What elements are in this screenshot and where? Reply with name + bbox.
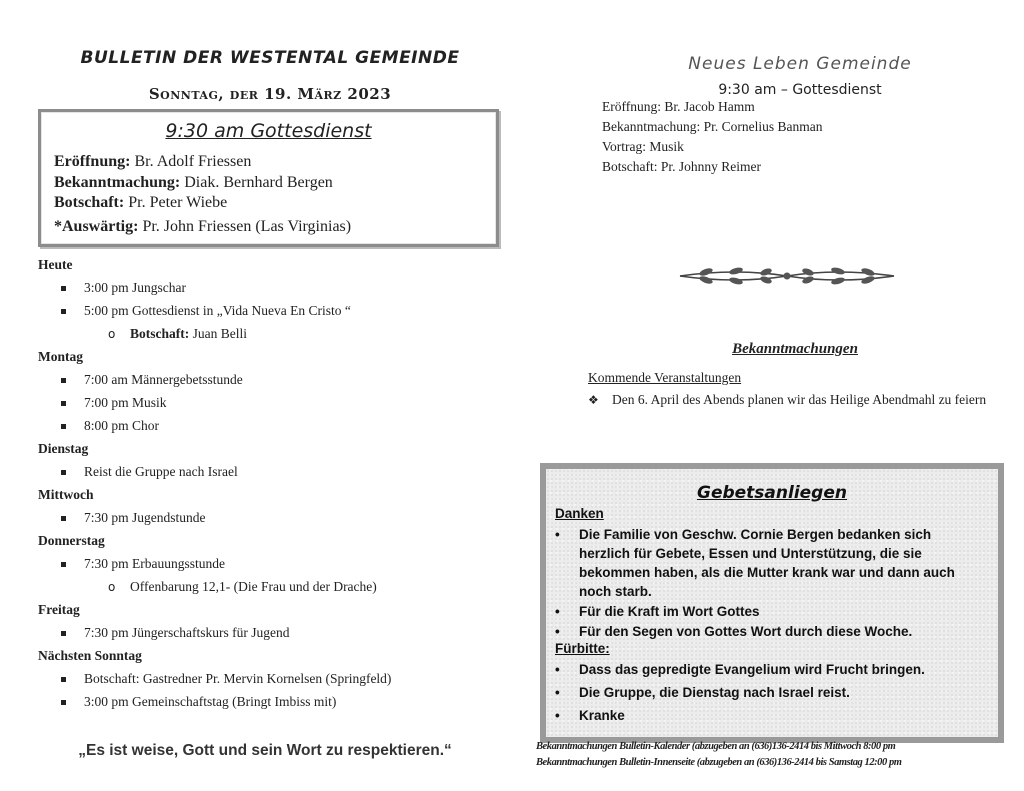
service-heading: 9:30 am Gottesdienst — [165, 120, 372, 142]
service-box — [38, 109, 499, 247]
list-item: 7:30 pm Erbauungsstunde — [38, 554, 508, 577]
service-line-abroad: *Auswärtig: Pr. John Friessen (Las Virginias) — [54, 218, 352, 235]
weekly-schedule — [38, 255, 508, 715]
list-item: • Dass das gepredigte Evangelium wird Frucht bringen. — [555, 662, 925, 677]
bullet-icon: • — [555, 708, 560, 723]
sub-list-item: o Offenbarung 12,1- (Die Frau und der Drache) — [38, 577, 508, 600]
sub-list-item: o Botschaft: Juan Belli — [38, 324, 508, 347]
service-line-message: Botschaft: Pr. Peter Wiebe — [54, 194, 228, 211]
bullet-icon: • — [555, 604, 560, 619]
second-church-service-time: 9:30 am – Gottesdienst — [718, 82, 882, 98]
day-heading-next-sunday: Nächsten Sonntag — [38, 648, 142, 663]
list-item: 3:00 pm Gemeinschaftstag (Bringt Imbiss mit) — [38, 692, 508, 715]
list-item: 3:00 pm Jungschar — [38, 278, 508, 301]
bullet-icon: • — [555, 527, 560, 542]
list-item: 5:00 pm Gottesdienst in „Vida Nueva En Cristo “ — [38, 301, 508, 324]
upcoming-events-subheading: Kommende Veranstaltungen — [588, 370, 742, 385]
day-heading-thursday: Donnerstag — [38, 533, 105, 548]
list-item: 7:30 pm Jugendstunde — [38, 508, 508, 531]
bullet-icon: • — [555, 685, 560, 700]
list-item: • Für die Kraft im Wort Gottes — [555, 604, 760, 619]
list-item: Reist die Gruppe nach Israel — [38, 462, 508, 485]
day-heading-today: Heute — [38, 257, 73, 272]
bulletin-date: Sonntag, der 19. März 2023 — [148, 85, 392, 103]
announcements-heading: Bekanntmachungen — [732, 341, 858, 357]
diamond-bullet-icon: ❖ — [588, 393, 599, 407]
day-heading-tuesday: Dienstag — [38, 441, 89, 456]
day-heading-friday: Freitag — [38, 602, 80, 617]
service-line-announcement: Bekanntmachung: Diak. Bernhard Bergen — [54, 174, 333, 191]
list-item: • Kranke — [555, 708, 625, 723]
bullet-icon: • — [555, 624, 560, 639]
list-item: Botschaft: Gastredner Pr. Mervin Kornelsen (Springfeld) — [38, 669, 508, 692]
prayer-requests-box — [540, 463, 1004, 743]
list-item: • Für den Segen von Gottes Wort durch diese Woche. — [555, 624, 913, 639]
day-heading-monday: Montag — [38, 349, 83, 364]
list-item: • Die Gruppe, die Dienstag nach Israel reist. — [555, 685, 850, 700]
list-item: 7:00 pm Musik — [38, 393, 508, 416]
service-line-opening: Eröffnung: Br. Adolf Friessen — [54, 153, 252, 170]
decorative-ornament — [676, 264, 898, 288]
second-church-line: Vortrag: Musik — [602, 139, 684, 154]
list-item: • Die Familie von Geschw. Cornie Bergen bedanken sich herzlich für Gebete, Essen und Unterstützung, die sie bekommen haben, als die Mutter krank war und dann auch noch starb. — [555, 527, 955, 599]
list-item: 7:00 am Männergebetsstunde — [38, 370, 508, 393]
thanks-subheading: Danken — [555, 506, 604, 521]
bullet-icon: • — [555, 662, 560, 677]
second-church-title: Neues Leben Gemeinde — [688, 54, 912, 74]
bulletin-title: BULLETIN DER WESTENTAL GEMEINDE — [80, 48, 460, 68]
list-item: 8:00 pm Chor — [38, 416, 508, 439]
event-item: ❖ Den 6. April des Abends planen wir das Heilige Abendmahl zu feiern — [588, 390, 1008, 410]
second-church-line: Botschaft: Pr. Johnny Reimer — [602, 159, 761, 174]
second-church-line: Eröffnung: Br. Jacob Hamm — [602, 99, 755, 114]
prayer-heading: Gebetsanliegen — [697, 483, 847, 503]
second-church-line: Bekanntmachung: Pr. Cornelius Banman — [602, 119, 823, 134]
footer-note: Bekanntmachungen Bulletin-Innenseite (abzugeben an (636)136-2414 bis Samstag 12:00 pm — [536, 757, 902, 768]
day-heading-wednesday: Mittwoch — [38, 487, 94, 502]
footer-note: Bekanntmachungen Bulletin-Kalender (abzugeben an (636)136-2414 bis Mittwoch 8:00 pm — [536, 741, 896, 752]
closing-quote: „Es ist weise, Gott und sein Wort zu respektieren.“ — [78, 742, 452, 759]
intercession-subheading: Fürbitte: — [555, 641, 610, 656]
list-item: 7:30 pm Jüngerschaftskurs für Jugend — [38, 623, 508, 646]
